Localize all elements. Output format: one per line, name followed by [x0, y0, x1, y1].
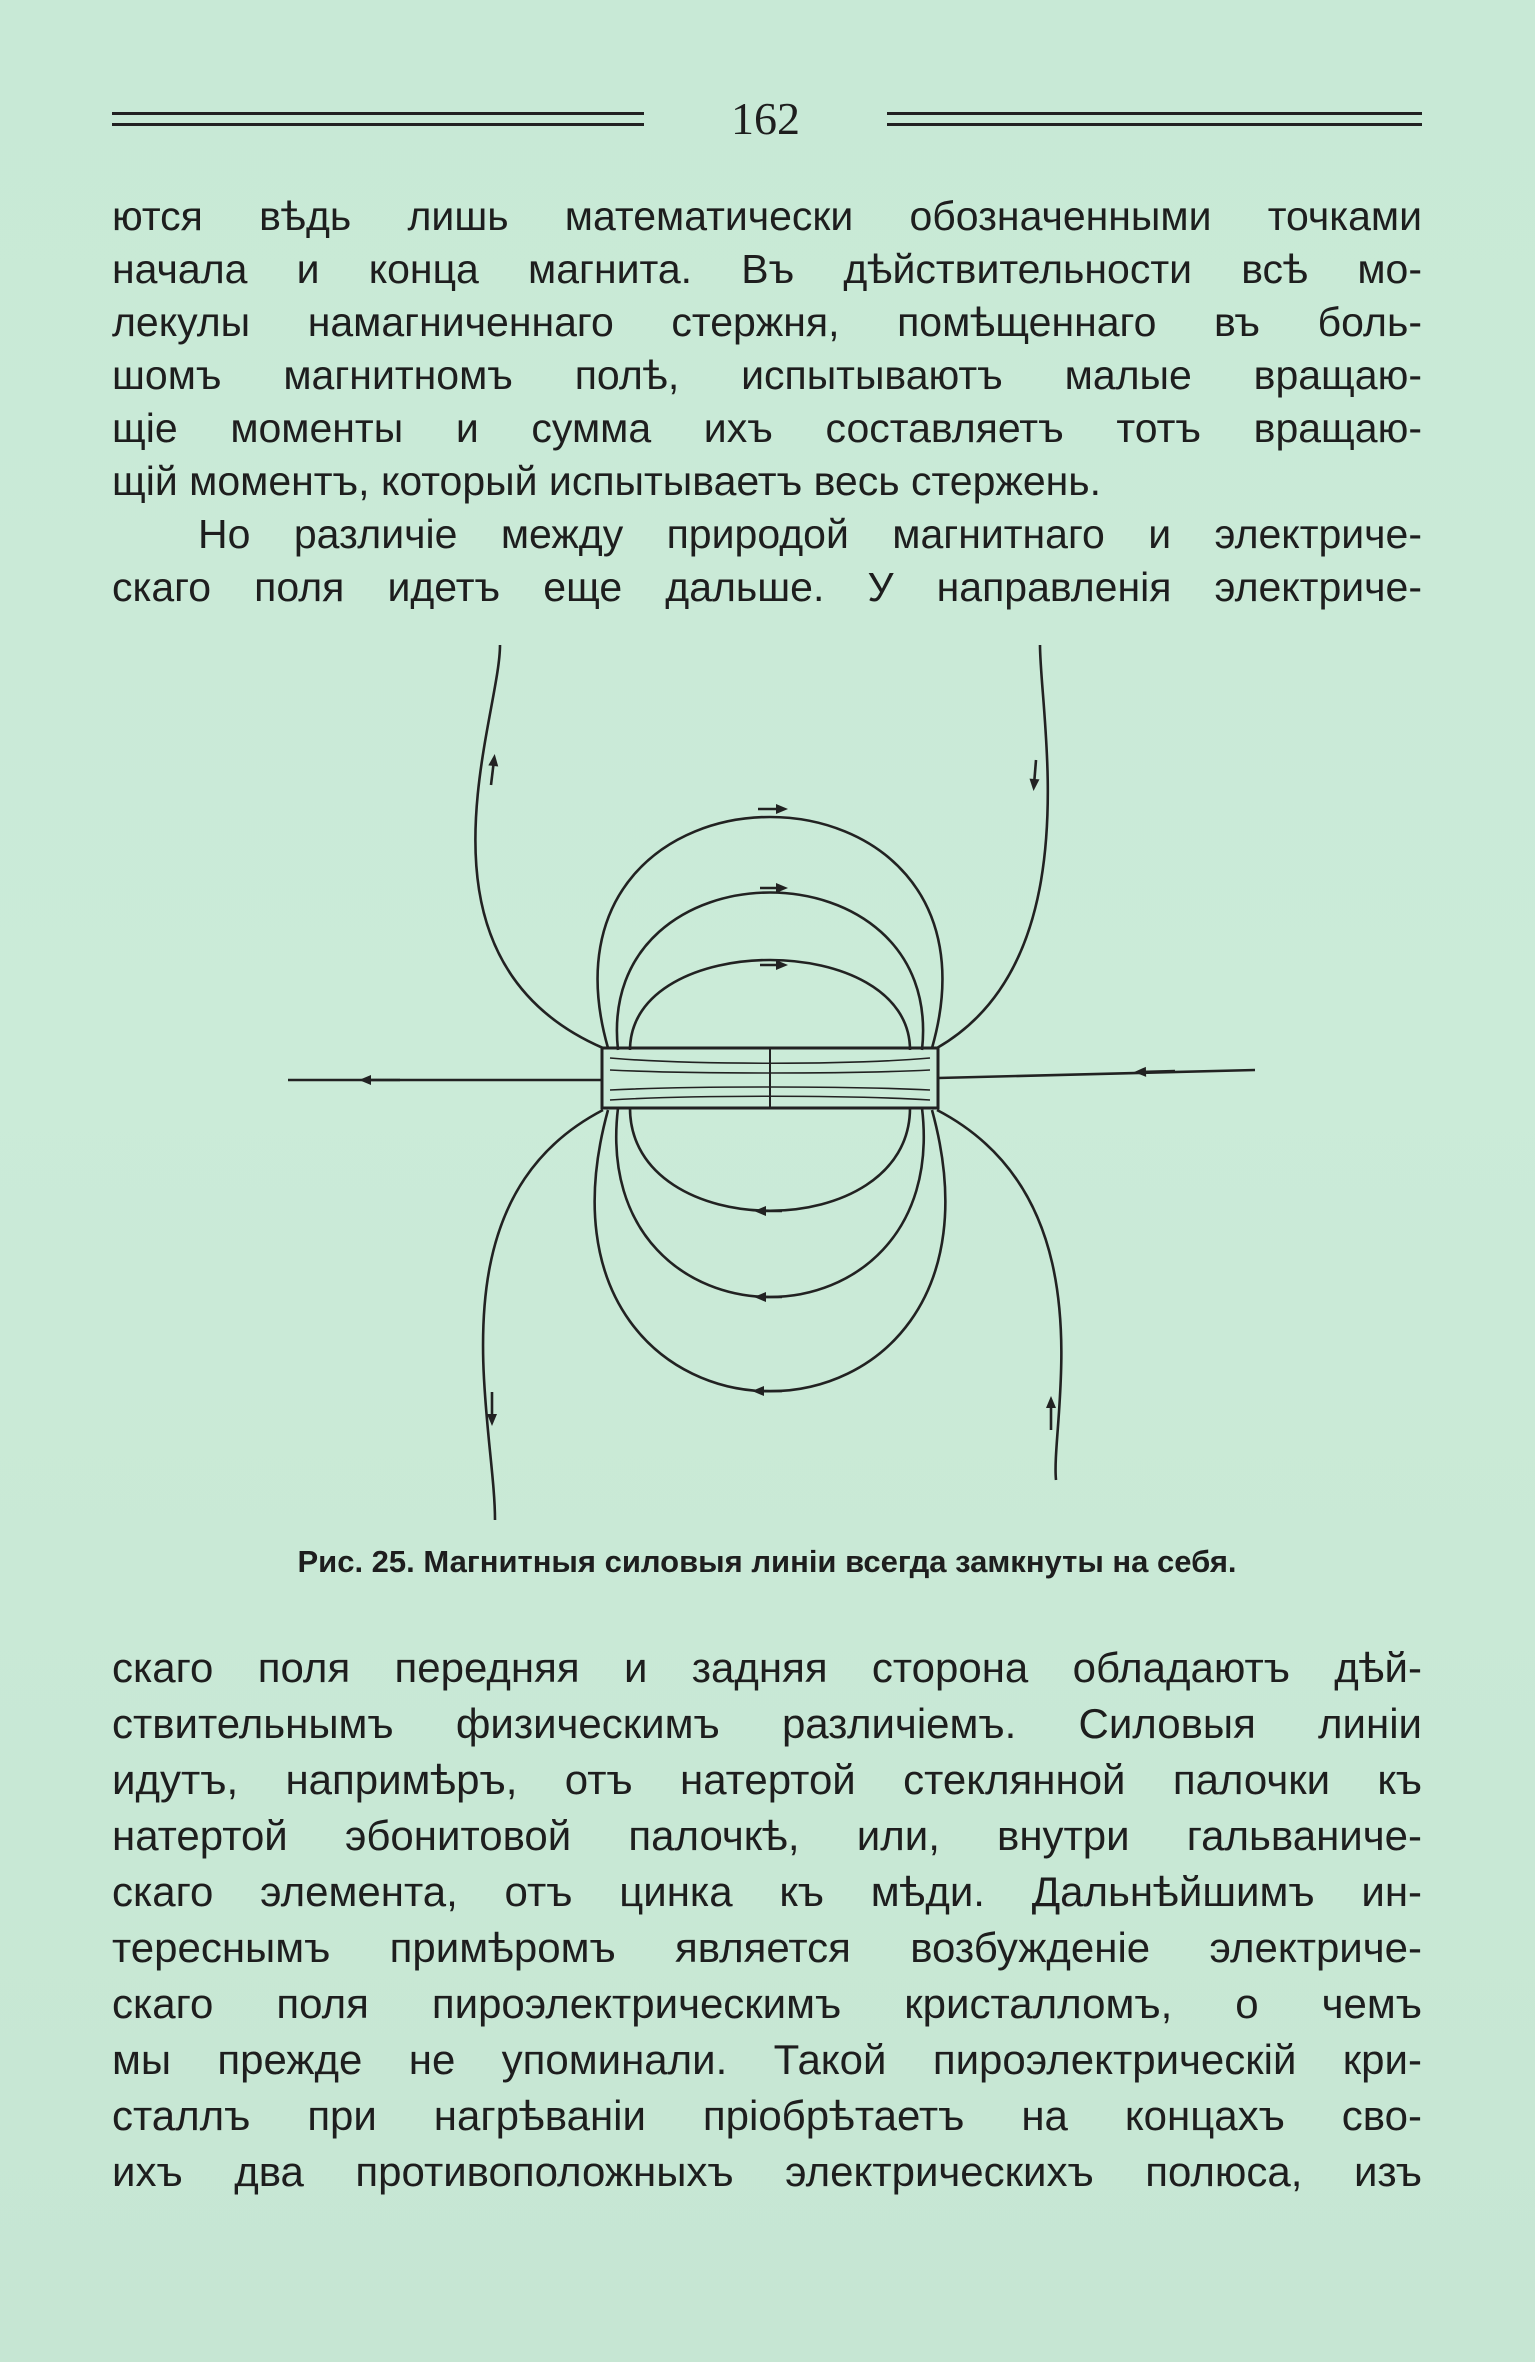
top-paragraphs — [112, 190, 1422, 614]
page-header — [112, 90, 1422, 150]
text-line: ихъ два противоположныхъ электрическихъ полюса, изъ — [112, 2148, 1422, 2195]
figure-caption: Рис. 25. Магнитныя силовыя линіи всегда замкнуты на себя. — [297, 1544, 1237, 1579]
outer-line-lower-right — [937, 1110, 1061, 1480]
outer-line-upper-left — [475, 645, 603, 1048]
text-line: лекулы намагниченнаго стержня, помѣщеннаго въ боль- — [112, 299, 1422, 345]
text-line: тереснымъ примѣромъ является возбужденіе электриче- — [112, 1924, 1422, 1971]
text-line: сталлъ при нагрѣваніи пріобрѣтаетъ на концахъ сво- — [112, 2092, 1422, 2139]
upper-loop-small — [630, 960, 910, 1050]
upper-loop-large — [598, 817, 943, 1048]
lower-loop-large — [595, 1110, 946, 1391]
upper-loop-medium — [617, 893, 923, 1051]
text-line: скаго поля пироэлектрическимъ кристалломъ, о чемъ — [112, 1980, 1422, 2027]
text-line: ются вѣдь лишь математически обозначенными точками — [112, 193, 1422, 239]
header-rule-right — [887, 112, 1422, 126]
text-line: начала и конца магнита. Въ дѣйствительности всѣ мо- — [112, 246, 1422, 292]
lower-loop-medium — [616, 1108, 924, 1297]
outer-line-upper-right — [937, 645, 1048, 1048]
text-line: щіе моменты и сумма ихъ составляетъ тотъ вращаю- — [112, 405, 1422, 451]
text-line: скаго поля идетъ еще дальше. У направленія электриче- — [112, 564, 1422, 610]
axis-line-right — [938, 1070, 1255, 1078]
page-number: 162 — [731, 93, 800, 144]
text-line: скаго элемента, отъ цинка къ мѣди. Дальнѣйшимъ ин- — [112, 1868, 1422, 1915]
text-line: шомъ магнитномъ полѣ, испытываютъ малые вращаю- — [112, 352, 1422, 398]
lower-loop-small — [630, 1108, 910, 1211]
field-lines-diagram — [270, 640, 1260, 1540]
header-rule-left — [112, 112, 644, 126]
outer-line-lower-left — [483, 1110, 603, 1520]
text-line: Но различіе между природой магнитнаго и электриче- — [198, 511, 1422, 557]
text-line: скаго поля передняя и задняя сторона обладаютъ дѣй- — [112, 1644, 1422, 1691]
text-line: ствительнымъ физическимъ различіемъ. Силовыя линіи — [112, 1700, 1422, 1747]
text-line: щій моментъ, который испытываетъ весь стержень. — [112, 458, 1102, 504]
bottom-paragraph — [112, 1640, 1422, 2200]
magnetic-field-figure — [270, 640, 1260, 1540]
axis-arrow-right — [1140, 1071, 1175, 1072]
text-line: натертой эбонитовой палочкѣ, или, внутри гальваниче- — [112, 1812, 1422, 1859]
text-line: идутъ, напримѣръ, отъ натертой стеклянной палочки къ — [112, 1756, 1422, 1803]
text-line: мы прежде не упоминали. Такой пироэлектрическій кри- — [112, 2036, 1422, 2083]
